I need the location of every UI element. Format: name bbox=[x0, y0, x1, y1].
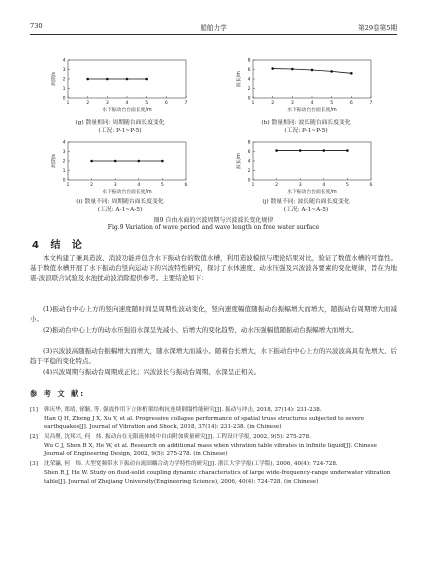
y-tick-label: 4 bbox=[247, 159, 251, 165]
section-title: 结 论 bbox=[50, 240, 86, 251]
conclusion-point-3: (3)兴波波高随振动台振幅增大而增大，随水深增大而减小。随着台长增大，水下振动台中心上方的兴波波高具有先增大、后趋于平稳的变化特点。 bbox=[30, 347, 397, 366]
x-tick-label: 3 bbox=[113, 183, 117, 188]
data-point bbox=[291, 68, 294, 71]
data-point bbox=[350, 72, 353, 75]
panel-caption-g-line1: (g) 散量相同: 周期随台面长度变化 bbox=[75, 120, 165, 126]
x-tick-label: 6 bbox=[349, 101, 353, 106]
y-tick-label: 4 bbox=[62, 58, 66, 64]
y-tick-label: 2 bbox=[247, 87, 251, 93]
figure-caption-en: Fig.9 Variation of wave period and wave length on free water surface bbox=[107, 224, 320, 231]
panel-caption-h bbox=[246, 120, 366, 135]
conclusion-point-4: (4)兴波周期与振动台周期成正比；兴波波长与振动台周期、水深呈正相关。 bbox=[43, 368, 261, 376]
y-tick-label: 0 bbox=[62, 96, 66, 102]
x-axis-label: 水下振动台台面长度/m bbox=[287, 108, 337, 113]
data-point bbox=[275, 149, 278, 152]
x-tick-label: 6 bbox=[369, 183, 373, 188]
section-number: 4 bbox=[32, 240, 43, 251]
reference-text-en: Han Q H, Zheng J X, Xu Y, et al. Progressive collapse performance of spatial truss structures subjected to severe earthquakes[J]. Journal of Vibration and Shock, 2018, 37(14): 231-238. (in Chinese) bbox=[44, 415, 365, 431]
x-axis-label: 水下振动台台面长度/m bbox=[287, 190, 337, 195]
x-tick-label: 5 bbox=[330, 101, 334, 106]
data-point bbox=[106, 78, 109, 81]
reference-list bbox=[30, 406, 397, 488]
y-axis-label: 波长/m bbox=[237, 71, 242, 87]
y-tick-label: 1 bbox=[62, 87, 66, 93]
x-tick-label: 7 bbox=[369, 101, 373, 106]
x-tick-label: 6 bbox=[184, 183, 188, 188]
y-tick-label: 0 bbox=[62, 178, 66, 184]
y-tick-label: 4 bbox=[62, 140, 66, 146]
data-point bbox=[86, 78, 89, 81]
data-point bbox=[323, 149, 326, 152]
conclusion-point-2: (2)振动台中心上方的动水压强沿水深呈先减小、后增大的变化趋势，动水压强幅值随振动台振幅增大而增大。 bbox=[43, 326, 358, 334]
y-tick-label: 0 bbox=[247, 96, 251, 102]
reference-item bbox=[30, 406, 397, 432]
references-heading: 参 考 文 献: bbox=[30, 389, 86, 398]
data-point bbox=[161, 160, 164, 163]
y-axis-label: 波长/m bbox=[237, 153, 242, 169]
x-tick-label: 4 bbox=[322, 183, 326, 188]
chart-j bbox=[235, 140, 375, 196]
figure-panel-i bbox=[50, 140, 190, 196]
data-point bbox=[311, 69, 314, 72]
reference-item bbox=[30, 433, 397, 459]
y-tick-label: 2 bbox=[62, 159, 66, 165]
data-point bbox=[271, 67, 274, 70]
data-point bbox=[330, 70, 333, 73]
x-tick-label: 1 bbox=[251, 101, 255, 106]
y-tick-label: 6 bbox=[247, 68, 251, 74]
x-tick-label: 1 bbox=[251, 183, 255, 188]
x-tick-label: 6 bbox=[164, 101, 168, 106]
chart-i bbox=[50, 140, 190, 196]
x-tick-label: 3 bbox=[105, 101, 109, 106]
y-tick-label: 2 bbox=[247, 169, 251, 175]
x-tick-label: 1 bbox=[66, 101, 70, 106]
y-tick-label: 6 bbox=[247, 150, 251, 156]
y-axis-label: 周期/s bbox=[52, 154, 57, 168]
panel-caption-j bbox=[246, 199, 366, 214]
data-point bbox=[299, 149, 302, 152]
chart-h bbox=[235, 58, 375, 114]
figure-panel-h bbox=[235, 58, 375, 114]
data-point bbox=[138, 160, 141, 163]
page-number: 730 bbox=[30, 22, 43, 30]
x-tick-label: 5 bbox=[145, 101, 149, 106]
panel-caption-g bbox=[60, 120, 180, 135]
figure-panel-j bbox=[235, 140, 375, 196]
x-axis-label: 水下振动台台面长度/m bbox=[102, 108, 152, 113]
running-header bbox=[30, 20, 397, 35]
panel-caption-i bbox=[60, 199, 180, 214]
panel-caption-i-line1: (i) 散量不同: 周期随台面长度变化 bbox=[76, 199, 164, 205]
y-tick-label: 2 bbox=[62, 77, 66, 83]
panel-caption-j-line2: (工况: A-1~A-5) bbox=[283, 206, 329, 213]
panel-caption-g-line2: (工况: P-1~P-5) bbox=[98, 127, 142, 134]
reference-text-cn: 沈荣瀛, 何 炜. 大型宽频带水下振动台流固耦合动力学特性的研究[J]. 浙江大学学报(工学版), 2006, 40(4): 724-728. bbox=[44, 461, 338, 468]
data-point bbox=[126, 78, 129, 81]
figure-caption-cn: 图9 自由水面的兴波周期与兴波波长变化规律 bbox=[153, 217, 274, 224]
reference-text-cn: 吴昌聚, 沈邦兴, 何 炜. 振动台在无限流体域中自由附加质量研究[J]. 工程设计学报, 2002, 9(5): 275-278. bbox=[44, 434, 311, 441]
reference-number: [3] bbox=[30, 461, 38, 468]
x-tick-label: 1 bbox=[66, 183, 70, 188]
x-tick-label: 5 bbox=[345, 183, 349, 188]
x-tick-label: 4 bbox=[125, 101, 129, 106]
conclusion-point-1: (1)振动台中心上方的竖向速度随时间呈周期性波动变化，竖向速度幅值随振动台振幅增大而增大，随振动台周期增大而减小。 bbox=[30, 305, 397, 324]
y-tick-label: 3 bbox=[62, 68, 66, 74]
y-tick-label: 8 bbox=[247, 140, 251, 146]
conclusion-intro: 本文构建了兼具造波、消波功能并包含水下振动台的数值水槽，利用造波模拟与理论结果对比，验证了数值水槽的可靠性。基于数值水槽开展了水下振动台竖向运动下的兴波特性研究，探讨了水体速度、动水压强及兴波波各要素的变化规律，旨在为地震-波浪联合试验及水池扰动波消除提供参考。主要结论如下： bbox=[30, 254, 397, 283]
y-tick-label: 0 bbox=[247, 178, 251, 184]
reference-item bbox=[30, 460, 397, 486]
volume-issue: 第29卷第5期 bbox=[358, 24, 397, 32]
x-tick-label: 5 bbox=[160, 183, 164, 188]
plot-frame bbox=[253, 60, 371, 98]
y-tick-label: 8 bbox=[247, 58, 251, 64]
data-point bbox=[145, 78, 148, 81]
x-tick-label: 3 bbox=[298, 183, 302, 188]
x-tick-label: 2 bbox=[86, 101, 90, 106]
x-axis-label: 水下振动台台面长度/m bbox=[102, 190, 152, 195]
x-tick-label: 2 bbox=[271, 101, 275, 106]
reference-text-cn: 韩庆华, 郑靖, 徐颖, 等. 强震作用下立体桁架结构抗连续倒塌性能研究[J]. 振动与冲击, 2018, 37(14): 231-238. bbox=[44, 407, 322, 413]
reference-number: [1] bbox=[30, 407, 38, 413]
reference-text-en: Wu C J, Shen B X, He W, et al. Research on additional mass when vibration table vibrates in infinite liquid[J]. Chinese Journal of Engineering Design, 2002, 9(5): 275-278. (in Chinese) bbox=[44, 442, 377, 458]
y-tick-label: 4 bbox=[247, 77, 251, 83]
section-heading bbox=[32, 236, 86, 251]
data-point bbox=[114, 160, 117, 163]
x-tick-label: 2 bbox=[275, 183, 279, 188]
chart-g bbox=[50, 58, 190, 114]
x-tick-label: 4 bbox=[310, 101, 314, 106]
y-tick-label: 3 bbox=[62, 150, 66, 156]
figure-panel-g bbox=[50, 58, 190, 114]
y-tick-label: 1 bbox=[62, 169, 66, 175]
plot-frame bbox=[253, 142, 371, 180]
x-tick-label: 4 bbox=[137, 183, 141, 188]
panel-caption-j-line1: (j) 散量不同: 波长随台面长度变化 bbox=[262, 199, 350, 205]
journal-title: 船舶力学 bbox=[200, 24, 227, 32]
panel-caption-h-line2: (工况: P-1~P-5) bbox=[284, 127, 328, 134]
data-point bbox=[90, 160, 93, 163]
x-tick-label: 2 bbox=[90, 183, 94, 188]
panel-caption-h-line1: (h) 散量相同: 波长随台面长度变化 bbox=[261, 120, 351, 126]
data-point bbox=[346, 149, 349, 152]
y-axis-label: 周期/s bbox=[52, 72, 57, 86]
panel-caption-i-line2: (工况: A-1~A-5) bbox=[97, 206, 143, 213]
reference-number: [2] bbox=[30, 434, 38, 441]
x-tick-label: 3 bbox=[290, 101, 294, 106]
x-tick-label: 7 bbox=[184, 101, 188, 106]
reference-text-en: Shen R J, He W. Study on fluid-solid coupling dynamic characteristics of large wide-frequency-range underwater vibration table[J]. Journal of Zhejiang University(Engineering Science), 2006, 40(4): 724-728. (in Chinese) bbox=[44, 469, 391, 485]
